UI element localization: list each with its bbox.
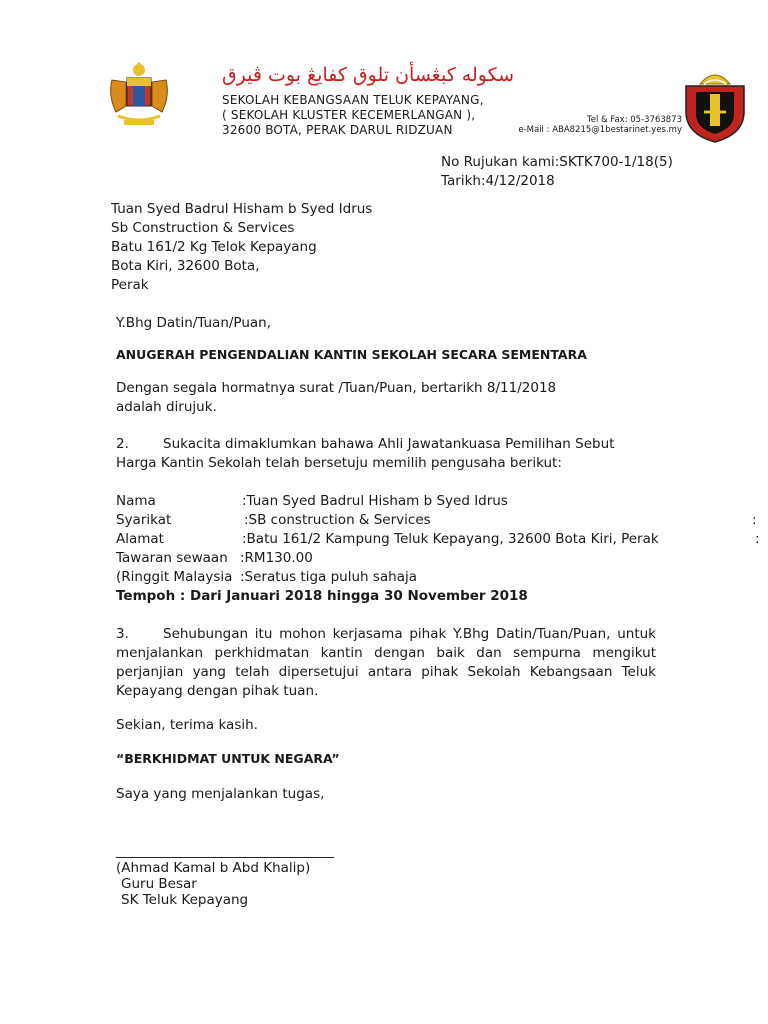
school-name-jawi: سكوله كبڠسأن تلوق كفايڠ بوت ڤيرق xyxy=(221,64,514,86)
signatory-title: Guru Besar xyxy=(121,876,197,892)
school-tel: Tel & Fax: 05-3763873 xyxy=(586,115,682,125)
paragraph-1: adalah dirujuk. xyxy=(116,399,217,415)
school-cluster: ( SEKOLAH KLUSTER KECEMERLANGAN ), xyxy=(222,108,476,122)
paragraph-2-number: 2. xyxy=(116,436,129,452)
paragraph-3: menjalankan perkhidmatan kantin dengan baik dan sempurna mengikut xyxy=(116,645,656,661)
signatory-school: SK Teluk Kepayang xyxy=(121,892,249,908)
detail-value: :Seratus tiga puluh sahaja xyxy=(240,569,418,585)
recipient-line: Batu 161/2 Kg Telok Kepayang xyxy=(111,239,317,255)
signatory-name: (Ahmad Kamal b Abd Khalip) xyxy=(116,860,311,876)
detail-value: :Batu 161/2 Kampung Teluk Kepayang, 32600 Bota Kiri, Perak xyxy=(242,531,659,547)
paragraph-2: Sukacita dimaklumkan bahawa Ahli Jawatankuasa Pemilihan Sebut xyxy=(163,436,615,452)
recipient-line: Sb Construction & Services xyxy=(111,220,295,236)
paragraph-2: Harga Kantin Sekolah telah bersetuju memilih pengusaha berikut: xyxy=(116,455,562,471)
paragraph-1: Dengan segala hormatnya surat /Tuan/Puan, bertarikh 8/11/2018 xyxy=(116,380,557,396)
school-email: e-Mail : ABA8215@1bestarinet.yes.my xyxy=(518,125,682,135)
detail-label: Alamat xyxy=(116,531,164,547)
school-crest-icon xyxy=(680,64,750,144)
detail-value: :SB construction & Services xyxy=(244,512,431,528)
detail-label: (Ringgit Malaysia xyxy=(116,569,233,585)
detail-value: :Tuan Syed Badrul Hisham b Syed Idrus xyxy=(242,493,508,509)
school-address: 32600 BOTA, PERAK DARUL RIDZUAN xyxy=(222,123,453,137)
recipient-line: Perak xyxy=(111,277,149,293)
paragraph-3: perjanjian yang telah dipersetujui antara pihak Sekolah Kebangsaan Teluk xyxy=(116,664,656,680)
school-name: SEKOLAH KEBANGSAAN TELUK KEPAYANG, xyxy=(222,93,484,107)
motto: “BERKHIDMAT UNTUK NEGARA” xyxy=(116,751,340,766)
letter-subject: ANUGERAH PENGENDALIAN KANTIN SEKOLAH SECARA SEMENTARA xyxy=(116,347,587,362)
paragraph-3-number: 3. xyxy=(116,626,129,642)
signature-line xyxy=(116,857,334,858)
recipient-line: Bota Kiri, 32600 Bota, xyxy=(111,258,260,274)
paragraph-3: Kepayang dengan pihak tuan. xyxy=(116,683,319,699)
reference-number: No Rujukan kami:SKTK700-1/18(5) xyxy=(441,154,673,170)
duty-line: Saya yang menjalankan tugas, xyxy=(116,786,325,802)
detail-label: Tawaran sewaan xyxy=(116,550,228,566)
detail-label: Syarikat xyxy=(116,512,172,528)
detail-value: :RM130.00 xyxy=(240,550,313,566)
salutation: Y.Bhg Datin/Tuan/Puan, xyxy=(116,315,272,331)
detail-label: Nama xyxy=(116,493,156,509)
letter-date: Tarikh:4/12/2018 xyxy=(441,173,555,189)
detail-trail: : xyxy=(755,531,760,547)
detail-trail: : xyxy=(752,512,757,528)
closing: Sekian, terima kasih. xyxy=(116,717,258,733)
tenancy-period: Tempoh : Dari Januari 2018 hingga 30 November 2018 xyxy=(116,588,528,604)
recipient-line: Tuan Syed Badrul Hisham b Syed Idrus xyxy=(111,201,373,217)
paragraph-3: Sehubungan itu mohon kerjasama pihak Y.Bhg Datin/Tuan/Puan, untuk xyxy=(163,626,656,642)
malaysia-coat-of-arms-icon xyxy=(104,62,174,132)
